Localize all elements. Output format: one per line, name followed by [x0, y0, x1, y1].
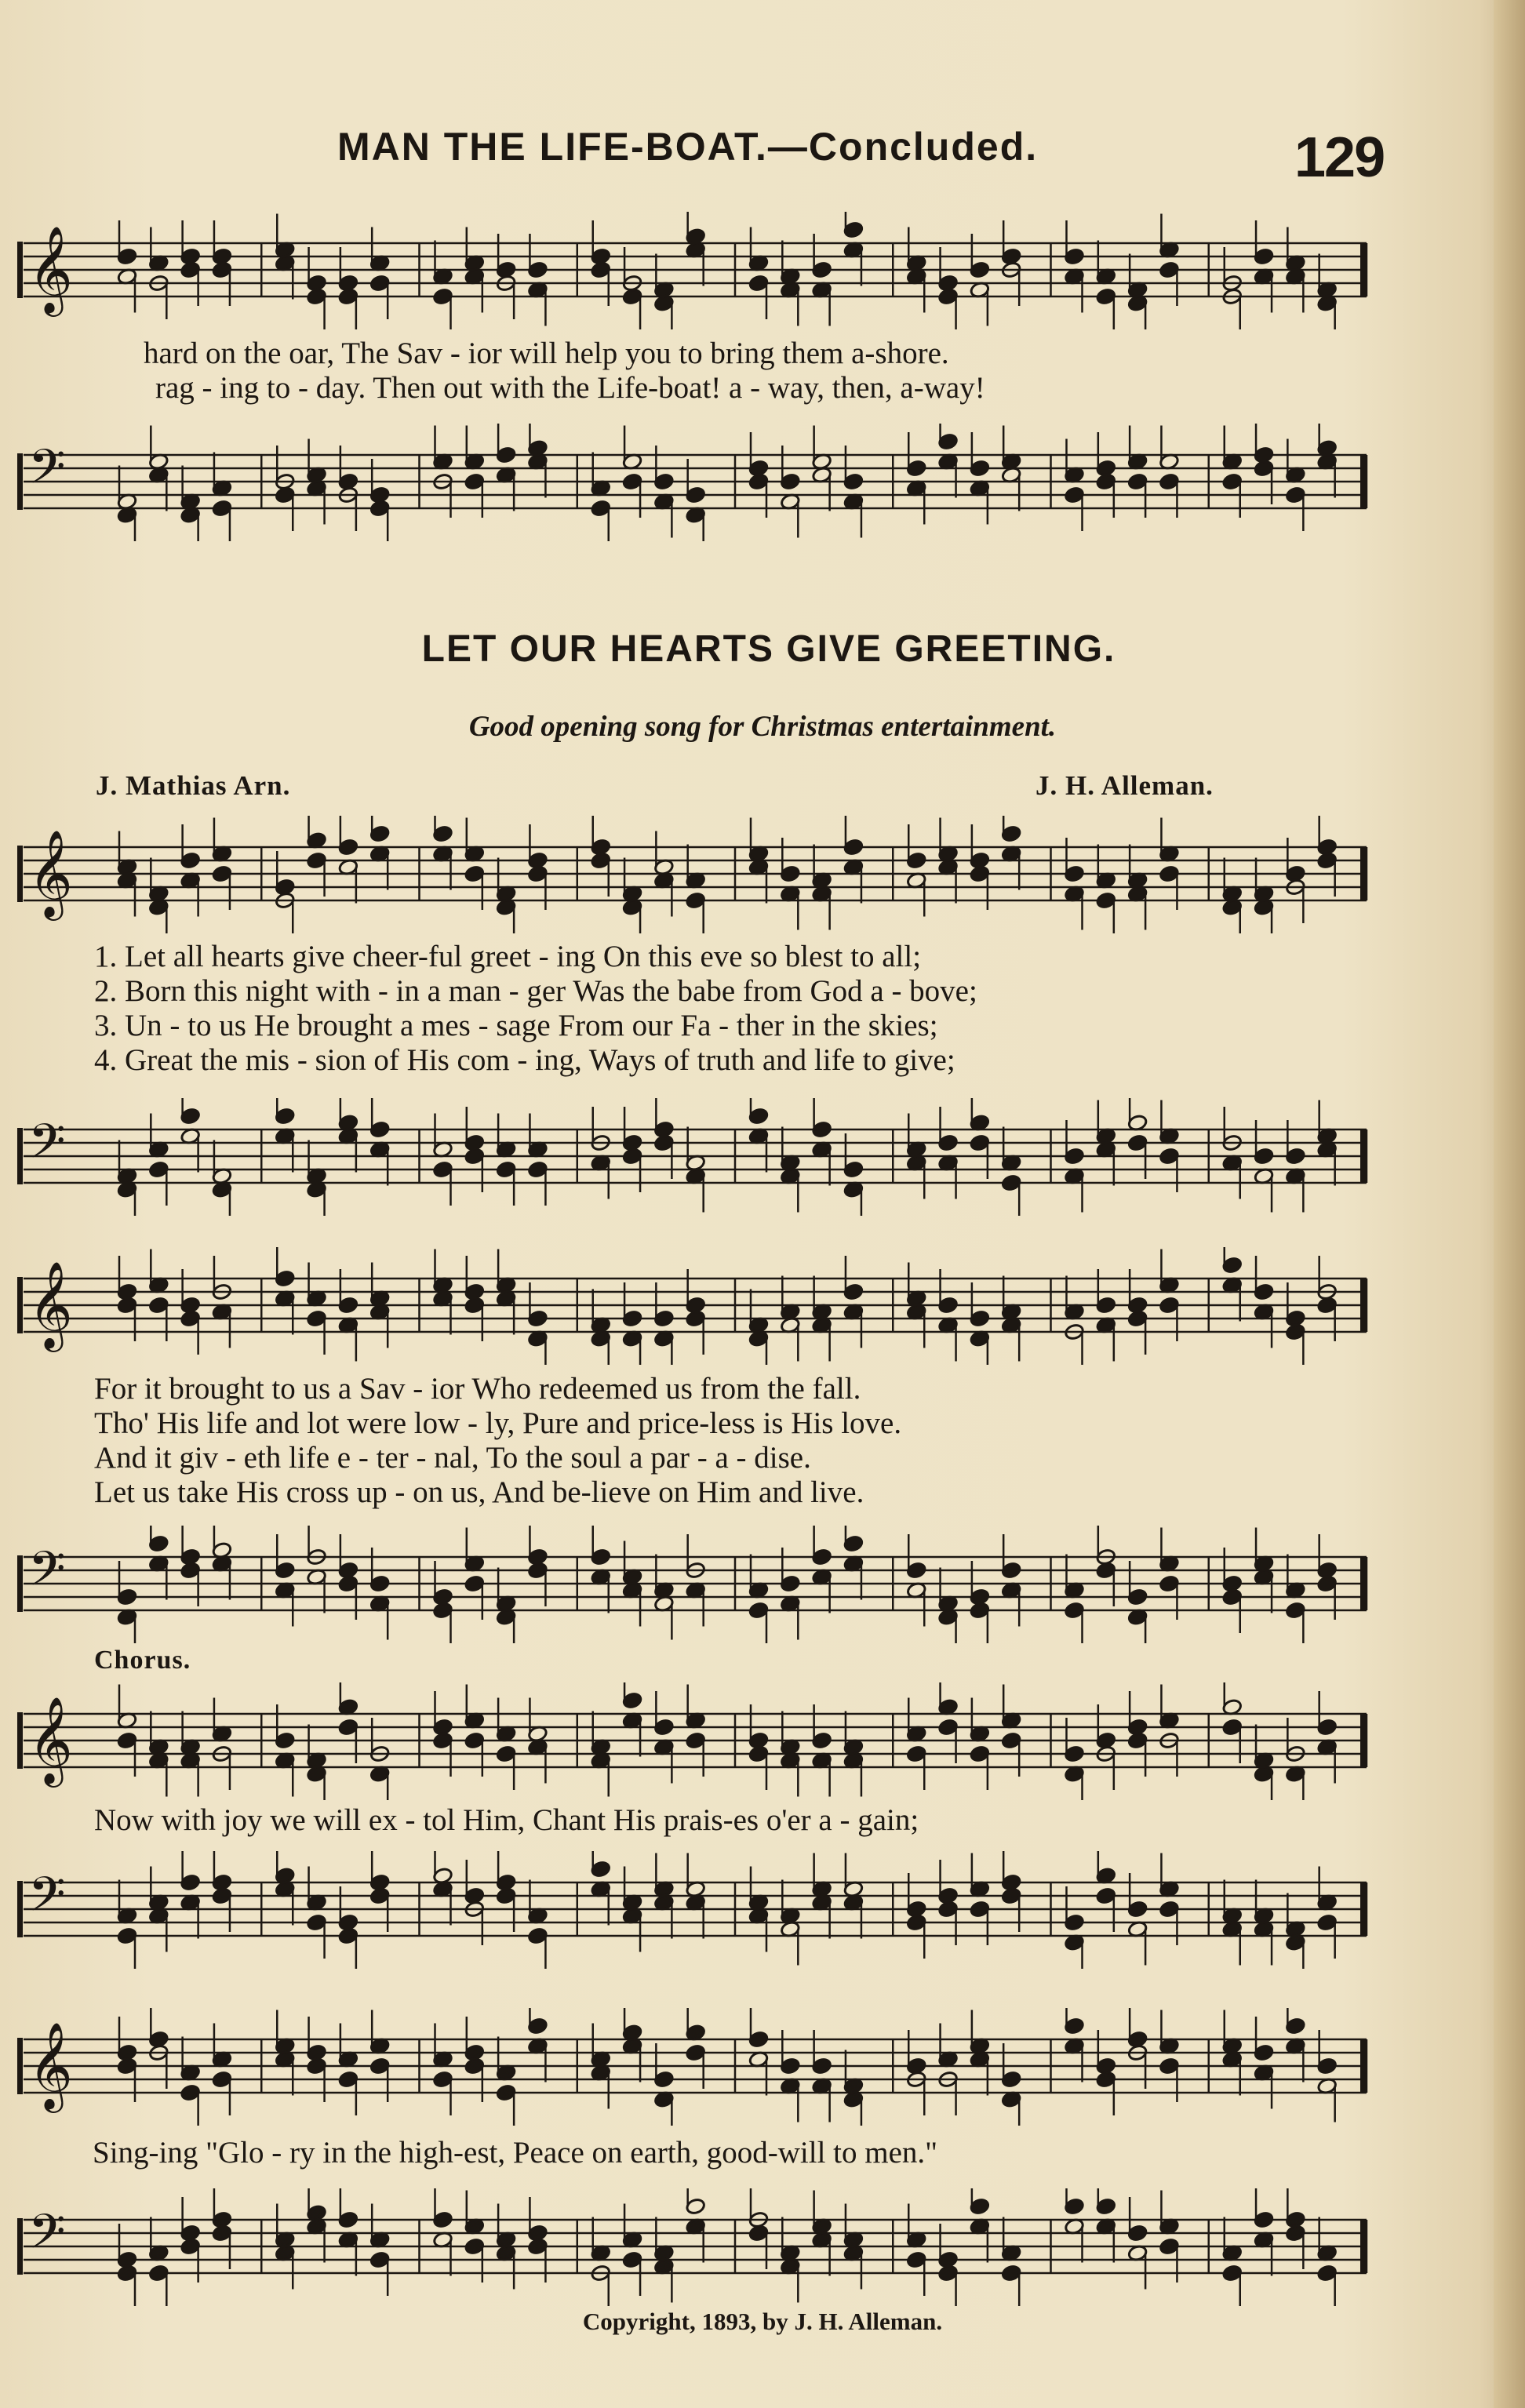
page-number: 129 — [1294, 126, 1385, 189]
lyric-verse-4: 4. Great the mis - sion of His com - ing, Ways of truth and life to give; — [94, 1043, 955, 1077]
bass-clef-icon: 𝄢 — [28, 1867, 66, 1934]
chorus-label: Chorus. — [94, 1646, 191, 1675]
lyric-line: hard on the oar, The Sav - ior will help you to bring them a-shore. — [144, 336, 949, 370]
author-credit: J. H. Alleman. — [1035, 770, 1214, 801]
bass-staff-5 — [17, 2188, 1374, 2306]
lyric-verse-1: For it brought to us a Sav - ior Who redeemed us from the fall. — [94, 1372, 861, 1406]
bass-staff-4 — [17, 1851, 1374, 1969]
song-subtitle: Good opening song for Christmas entertainment. — [468, 711, 1057, 743]
lyric-verse-4: Let us take His cross up - on us, And be-lieve on Him and live. — [94, 1475, 864, 1509]
bass-clef-icon: 𝄢 — [28, 1114, 66, 1181]
treble-clef-icon: 𝄞 — [28, 2021, 73, 2109]
chorus-lyric-line: Sing-ing "Glo - ry in the high-est, Peace on earth, good-will to men." — [93, 2136, 938, 2170]
treble-staff-1 — [17, 212, 1374, 329]
bass-staff-2 — [17, 1098, 1374, 1216]
treble-clef-icon: 𝄞 — [28, 829, 73, 917]
page-edge — [1494, 0, 1525, 2408]
treble-staff-4 — [17, 1682, 1374, 1800]
lyric-line: rag - ing to - day. Then out with the Life-boat! a - way, then, a-way! — [155, 371, 985, 405]
treble-clef-icon: 𝄞 — [28, 225, 73, 313]
lyric-verse-3: 3. Un - to us He brought a mes - sage From our Fa - ther in the skies; — [94, 1009, 938, 1042]
composer-credit: J. Mathias Arn. — [96, 770, 291, 801]
treble-clef-icon: 𝄞 — [28, 1260, 73, 1348]
lyric-verse-2: 2. Born this night with - in a man - ger Was the babe from God a - bove; — [94, 974, 977, 1008]
lyric-verse-1: 1. Let all hearts give cheer-ful greet - ing On this eve so blest to all; — [94, 940, 922, 973]
lyric-verse-2: Tho' His life and lot were low - ly, Pure and price-less is His love. — [94, 1406, 902, 1440]
copyright-notice: Copyright, 1893, by J. H. Alleman. — [582, 2308, 943, 2335]
bass-clef-icon: 𝄢 — [28, 439, 66, 507]
treble-clef-icon: 𝄞 — [28, 1696, 73, 1784]
bass-clef-icon: 𝄢 — [28, 1541, 66, 1609]
chorus-lyric-line: Now with joy we will ex - tol Him, Chant His prais-es o'er a - gain; — [94, 1803, 919, 1837]
treble-staff-3 — [17, 1247, 1374, 1365]
treble-staff-2 — [17, 816, 1374, 933]
song-title: LET OUR HEARTS GIVE GREETING. — [421, 628, 1116, 670]
treble-staff-5 — [17, 2008, 1374, 2126]
running-title: MAN THE LIFE-BOAT.—Concluded. — [337, 125, 1039, 169]
bass-staff-1 — [17, 424, 1374, 541]
bass-clef-icon: 𝄢 — [28, 2204, 66, 2272]
bass-staff-3 — [17, 1526, 1374, 1643]
lyric-verse-3: And it giv - eth life e - ter - nal, To the soul a par - a - dise. — [94, 1441, 811, 1475]
